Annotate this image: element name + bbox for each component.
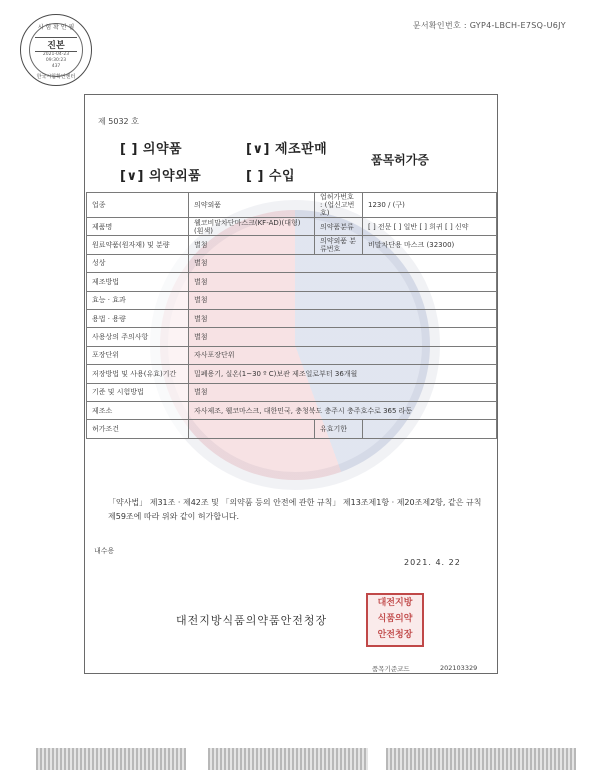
table-row	[87, 236, 497, 254]
product-code-label: 품목기준코드	[372, 665, 410, 673]
row-label-condition: 허가조건	[87, 420, 189, 438]
official-seal	[366, 593, 424, 647]
row-value-efficacy: 별첨	[189, 291, 497, 309]
row-label-usage: 용법 · 용량	[87, 309, 189, 327]
table-row	[87, 365, 497, 383]
row-sublabel-validity: 유효기한	[315, 420, 363, 438]
license-table	[86, 192, 497, 439]
authenticity-stamp	[20, 14, 92, 86]
row-value-shape: 별첨	[189, 254, 497, 272]
table-row	[87, 328, 497, 346]
stamp-top-text: 시 험 확 인 필	[37, 24, 75, 31]
row-label-package: 포장단위	[87, 346, 189, 364]
table-row	[87, 254, 497, 272]
table-row	[87, 383, 497, 401]
stamp-time: 09:30:23	[45, 58, 67, 63]
stamp-date: 2021-04-23	[42, 52, 70, 57]
row-value-method: 별첨	[189, 273, 497, 291]
row-sublabel-classification: 의약품분류	[315, 218, 363, 236]
issuing-agency: 대전지방식품의약품안전청장	[176, 614, 328, 627]
checkbox-import: [ ] 수입	[246, 169, 296, 184]
issue-date: 2021. 4. 22	[404, 558, 461, 567]
legal-basis-text: 「약사법」 제31조 · 제42조 및 「의약품 등의 안전에 관한 규칙」 제13조제1항 · 제20조제2항, 같은 규칙 제59조에 따라 위와 같이 허가합니다.	[108, 498, 482, 521]
row-subvalue-validity	[363, 420, 497, 438]
row-sublabel-license-no: 업허가번호 : (업신고번호)	[315, 193, 363, 218]
row-subvalue-classification: [ ] 전문 [ ] 일반 [ ] 희귀 [ ] 신약	[363, 218, 497, 236]
row-label-factory: 제조소	[87, 401, 189, 419]
stamp-bottom-text: 한국시험확인센터	[36, 74, 76, 80]
checkbox-manufacture-sale: [∨] 제조판매	[246, 142, 328, 157]
row-label-ingredient: 원료약품(원자재) 및 분량	[87, 236, 189, 254]
product-code: 202103329	[440, 664, 478, 672]
row-value-caution: 별첨	[189, 328, 497, 346]
table-row	[87, 401, 497, 419]
seal-line: 안전청장	[377, 630, 413, 640]
table-row	[87, 291, 497, 309]
row-value-usage: 별첨	[189, 309, 497, 327]
table-row	[87, 420, 497, 438]
row-label-caution: 사용상의 주의사항	[87, 328, 189, 346]
row-value-product: 웰코비말차단마스크(KF-AD)(대형)(흰색)	[189, 218, 315, 236]
row-label-standard: 기준 및 시험방법	[87, 383, 189, 401]
table-row	[87, 218, 497, 236]
row-sublabel-category-no: 의약외품 분류번호	[315, 236, 363, 254]
seal-line: 식품의약	[377, 614, 413, 624]
row-label-shape: 성상	[87, 254, 189, 272]
row-label-business: 업종	[87, 193, 189, 218]
row-value-storage: 밀폐용기, 실온(1~30 º C)보관 제조일로부터 36개월	[189, 365, 497, 383]
row-value-standard: 별첨	[189, 383, 497, 401]
row-value-factory: 자사제조, 웰코마스크, 대한민국, 충청북도 충주시 충주호수로 365 라동	[189, 401, 497, 419]
row-value-business: 의약외품	[189, 193, 315, 218]
footer-barcode-strip	[36, 748, 186, 770]
stamp-main-text: 진본	[35, 37, 77, 52]
table-row	[87, 346, 497, 364]
stamp-serial: 437	[51, 64, 61, 69]
table-row	[87, 273, 497, 291]
footer-barcode-strip	[386, 748, 576, 770]
table-row	[87, 309, 497, 327]
row-value-ingredient: 별첨	[189, 236, 315, 254]
domestic-use-label: 내수용	[94, 547, 115, 555]
table-row	[87, 193, 497, 218]
document-number: 제 5032 호	[98, 117, 139, 126]
row-subvalue-category-no: 비말차단용 마스크 (32300)	[363, 236, 497, 254]
row-label-product: 제품명	[87, 218, 189, 236]
checkbox-pharmaceutical: [ ] 의약품	[120, 142, 183, 157]
checkbox-quasi-drug: [∨] 의약외품	[120, 169, 202, 184]
document-check-number: 문서확인번호 : GYP4-LBCH-E7SQ-U6JY	[412, 21, 566, 30]
row-value-condition	[189, 420, 315, 438]
row-label-storage: 저장방법 및 사용(유효)기간	[87, 365, 189, 383]
certificate-title: 품목허가증	[371, 153, 429, 167]
row-subvalue-license-no: 1230 / (구)	[363, 193, 497, 218]
seal-line: 대전지방	[377, 598, 413, 608]
row-label-method: 제조방법	[87, 273, 189, 291]
footer-barcode-strip	[208, 748, 368, 770]
row-label-efficacy: 효능 · 효과	[87, 291, 189, 309]
row-value-package: 자사포장단위	[189, 346, 497, 364]
